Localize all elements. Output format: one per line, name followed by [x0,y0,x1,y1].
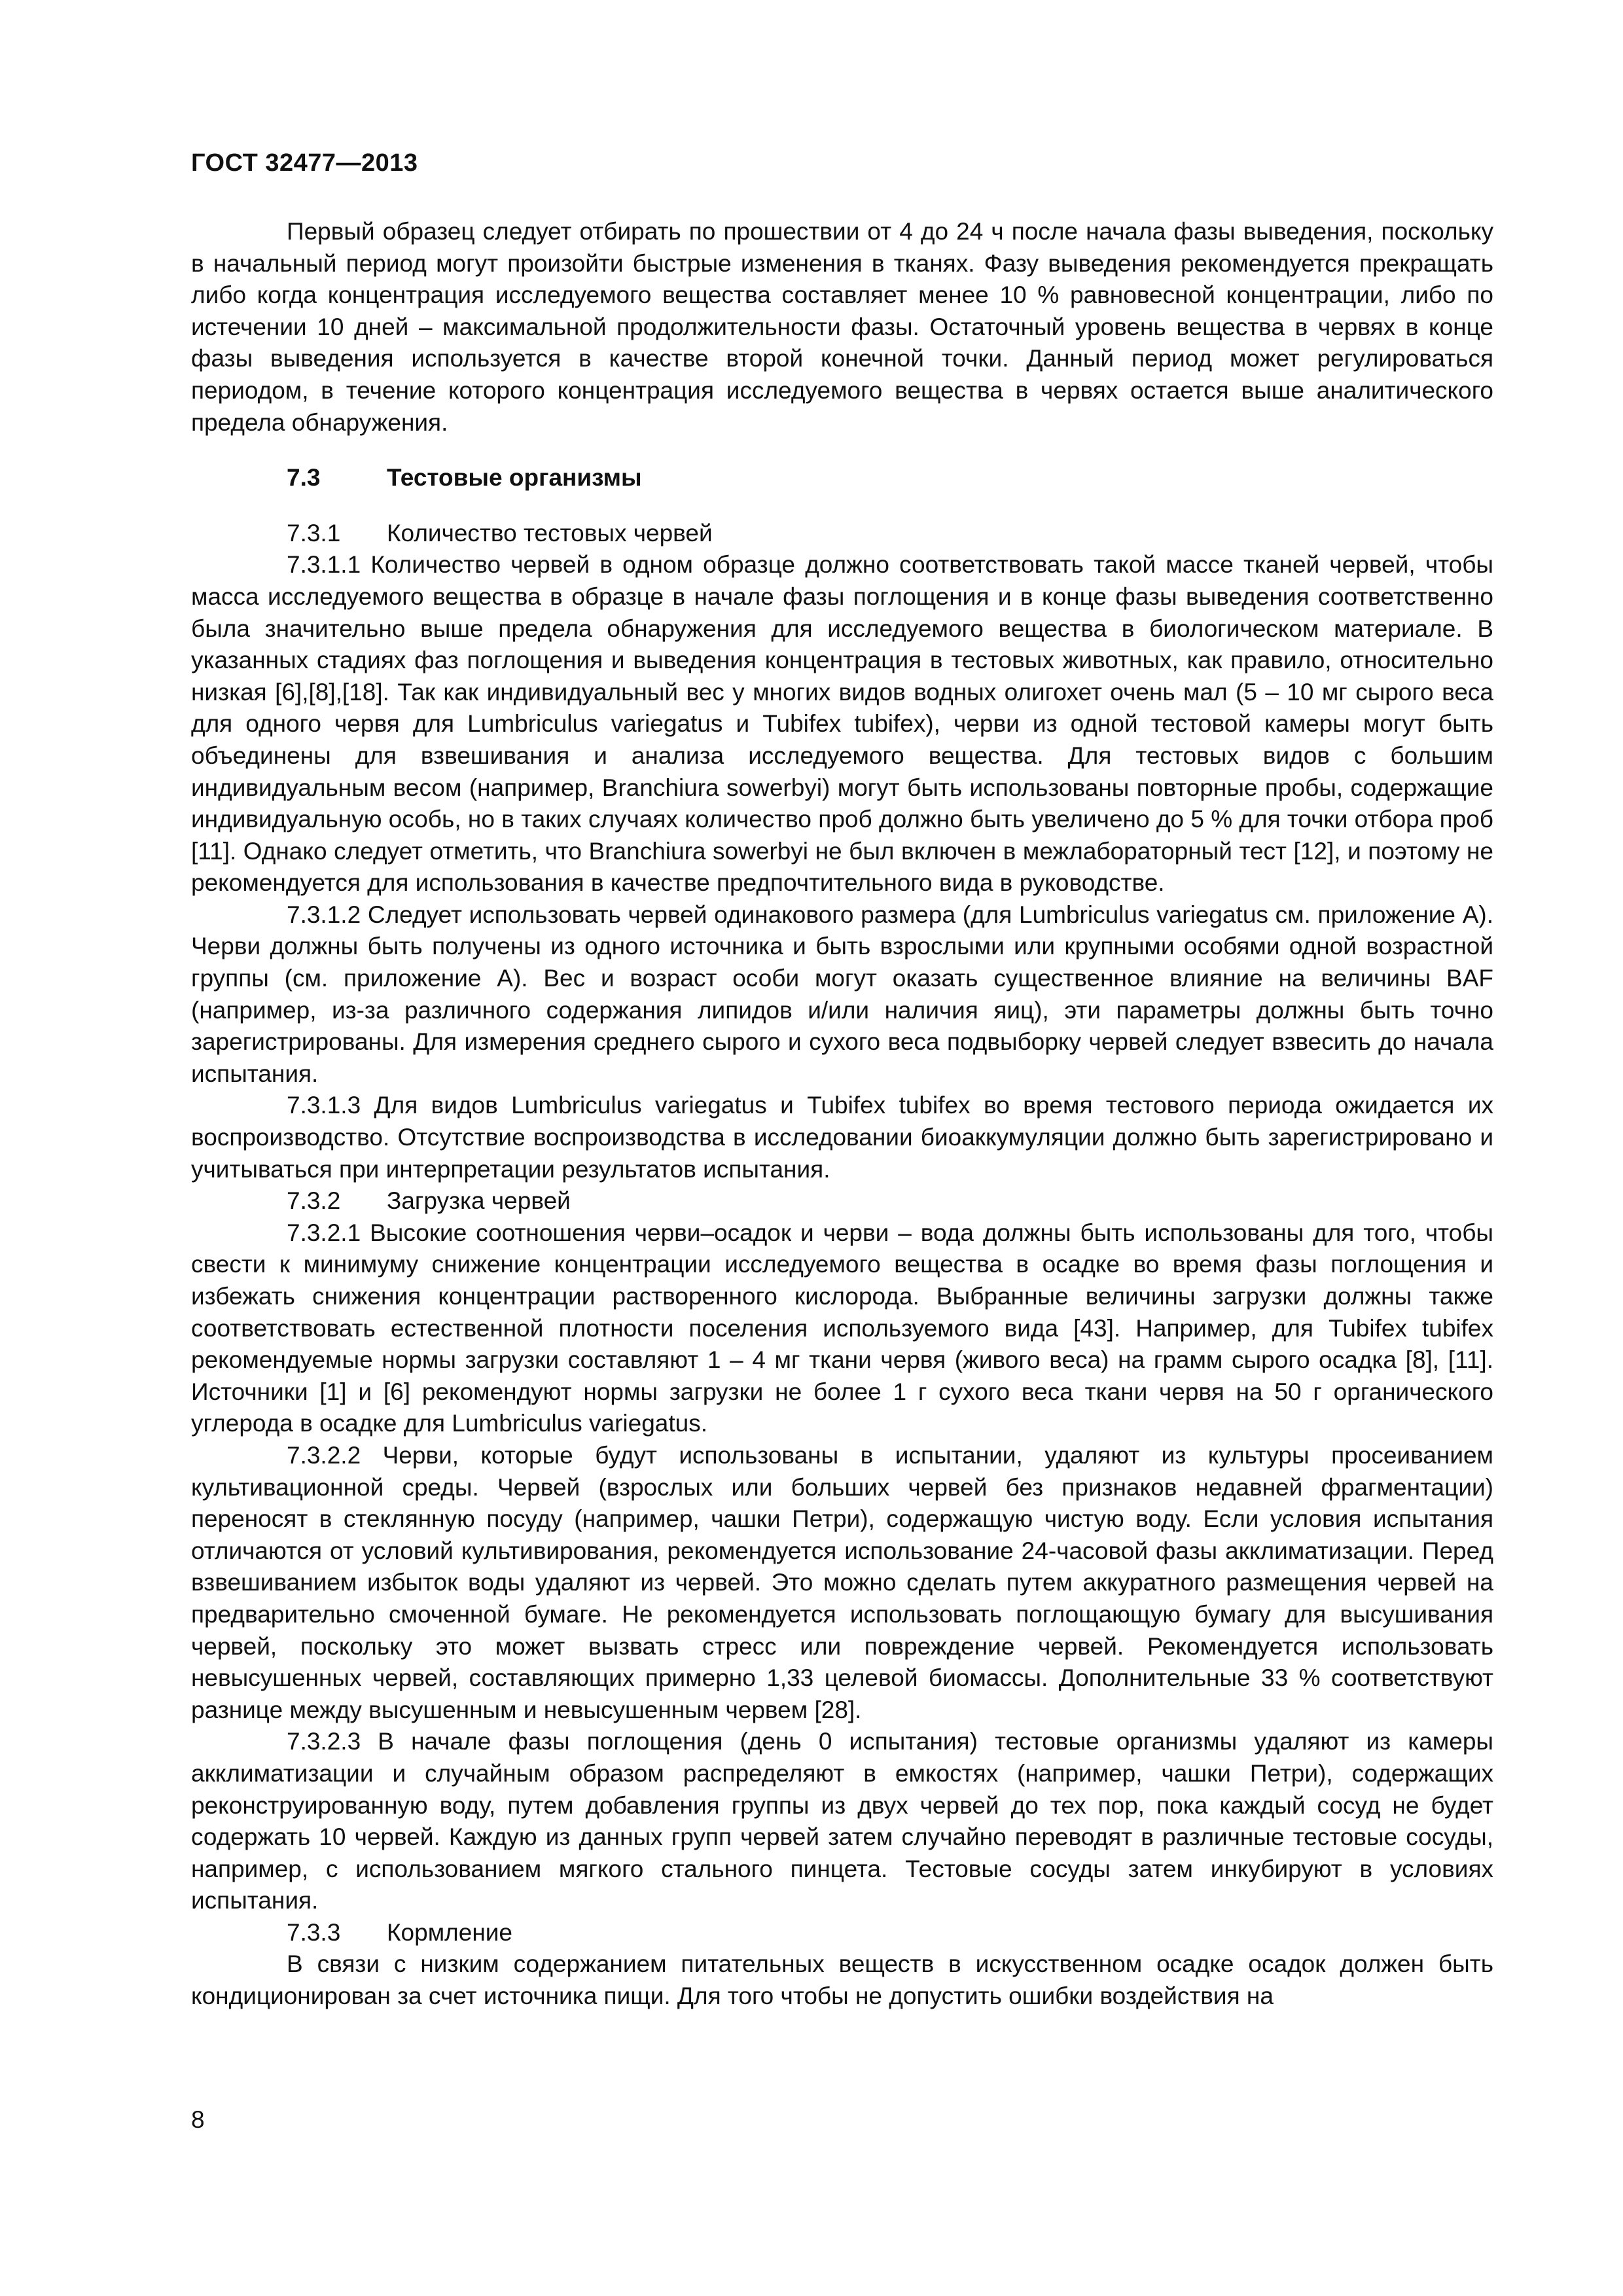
subsection-number: 7.3.2 [287,1187,341,1215]
paragraph-7-3-1-3: 7.3.1.3 Для видов Lumbriculus variegatus и Tubifex tubifex во время тестового периода ожидается их воспроизводство. Отсутствие воспроизводства в исследовании биоаккумуляции должно быть зарегистрировано и учитываться при интерпретации результатов испытания. [191,1092,1493,1183]
paragraph-7-3-3: В связи с низким содержанием питательных веществ в искусственном осадке осадок должен быть кондиционирован за счет источника пищи. Для того чтобы не допустить ошибки воздействия на [191,1950,1493,2010]
subsection-number: 7.3.1 [287,519,341,547]
paragraph-elimination-phase: Первый образец следует отбирать по прошествии от 4 до 24 ч после начала фазы выведения, поскольку в начальный период могут произойти быстрые изменения в тканях. Фазу выведения рекомендуется прекращать либо когда концентрация исследуемого вещества составляет менее 10 % равновесной концентрации, либо по истечении 10 дней – максимальной продолжительности фазы. Остаточный уровень вещества в червях в конце фазы выведения используется в качестве второй конечной точки. Данный период может регулироваться периодом, в течение которого концентрация исследуемого вещества в червях остается выше аналитического предела обнаружения. [191,218,1493,436]
section-title: Тестовые организмы [387,464,642,492]
paragraph-7-3-1-2: 7.3.1.2 Следует использовать червей одинакового размера (для Lumbriculus variegatus см. приложение А). Черви должны быть получены из одного источника и быть взрослыми или крупными особями одной возрастной группы (см. приложение А). Вес и возраст особи могут оказать существенное влияние на величины BAF (например, из-за различного содержания липидов и/или наличия яиц), эти параметры должны быть точно зарегистрированы. Для измерения среднего сырого и сухого веса подвыборку червей следует взвесить до начала испытания. [191,901,1493,1087]
subsection-title: Загрузка червей [387,1187,571,1215]
document-header: ГОСТ 32477—2013 [191,149,418,177]
subsection-title: Количество тестовых червей [387,519,713,547]
paragraph-7-3-2-3: 7.3.2.3 В начале фазы поглощения (день 0 испытания) тестовые организмы удаляют из камеры акклиматизации и случайным образом распределяют в емкостях (например, чашки Петри), содержащих реконструированную воду, путем добавления группы из двух червей до тех пор, пока каждый сосуд не будет содержать 10 червей. Каждую из данных групп червей затем случайно переводят в различные тестовые сосуды, например, с использованием мягкого стального пинцета. Тестовые сосуды затем инкубируют в условиях испытания. [191,1728,1493,1914]
subsection-number: 7.3.3 [287,1918,341,1946]
paragraph-7-3-2-2: 7.3.2.2 Черви, которые будут использованы в испытании, удаляют из культуры просеиванием культивационной среды. Червей (взрослых или больших червей без признаков недавней фрагментации) переносят в стеклянную посуду (например, чашки Петри), содержащую чистую воду. Если условия испытания отличаются от условий культивирования, рекомендуется использование 24-часовой фазы акклиматизации. Перед взвешиванием избыток воды удаляют из червей. Это можно сделать путем аккуратного размещения червей на предварительно смоченной бумаге. Не рекомендуется использовать поглощающую бумагу для высушивания червей, поскольку это может вызвать стресс или повреждение червей. Рекомендуется использовать невысушенных червей, составляющих примерно 1,33 целевой биомассы. Дополнительные 33 % соответствуют разнице между высушенным и невысушенным червем [28]. [191,1441,1493,1723]
subsection-title: Кормление [387,1918,512,1946]
subsection-heading-7-3-2 [287,1185,1493,1217]
section-number: 7.3 [287,464,321,492]
subsection-heading-7-3-1 [287,518,1493,550]
paragraph-7-3-2-1: 7.3.2.1 Высокие соотношения черви–осадок и черви – вода должны быть использованы для того, чтобы свести к минимуму снижение концентрации исследуемого вещества в осадке во время фазы поглощения и избежать снижения концентрации растворенного кислорода. Выбранные величины загрузки должны также соответствовать естественной плотности поселения используемого вида [43]. Например, для Tubifex tubifex рекомендуемые нормы загрузки составляют 1 – 4 мг ткани червя (живого веса) на грамм сырого осадка [8], [11]. Источники [1] и [6] рекомендуют нормы загрузки не более 1 г сухого веса ткани червя на 50 г органического углерода в осадке для Lumbriculus variegatus. [191,1219,1493,1437]
page-number: 8 [191,2106,205,2133]
paragraph-7-3-1-1: 7.3.1.1 Количество червей в одном образце должно соответствовать такой массе тканей червей, чтобы масса исследуемого вещества в образце в начале фазы поглощения и в конце фазы выведения соответственно была значительно выше предела обнаружения для исследуемого вещества в биологическом материале. В указанных стадиях фаз поглощения и выведения концентрация в тестовых животных, как правило, относительно низкая [6],[8],[18]. Так как индивидуальный вес у многих видов водных олигохет очень мал (5 – 10 мг сырого веса для одного червя для Lumbriculus variegatus и Tubifex tubifex), черви из одной тестовой камеры могут быть объединены для взвешивания и анализа исследуемого вещества. Для тестовых видов с большим индивидуальным весом (например, Branchiura sowerbyi) могут быть использованы повторные пробы, содержащие индивидуальную особь, но в таких случаях количество проб должно быть увеличено до 5 % для точки отбора проб [11]. Однако следует отметить, что Branchiura sowerbyi не был включен в межлабораторный тест [12], и поэтому не рекомендуется для использования в качестве предпочтительного вида в руководстве. [191,551,1493,897]
subsection-heading-7-3-3 [287,1917,1493,1949]
section-heading-7-3 [287,462,1493,494]
document-body [191,216,1493,2013]
